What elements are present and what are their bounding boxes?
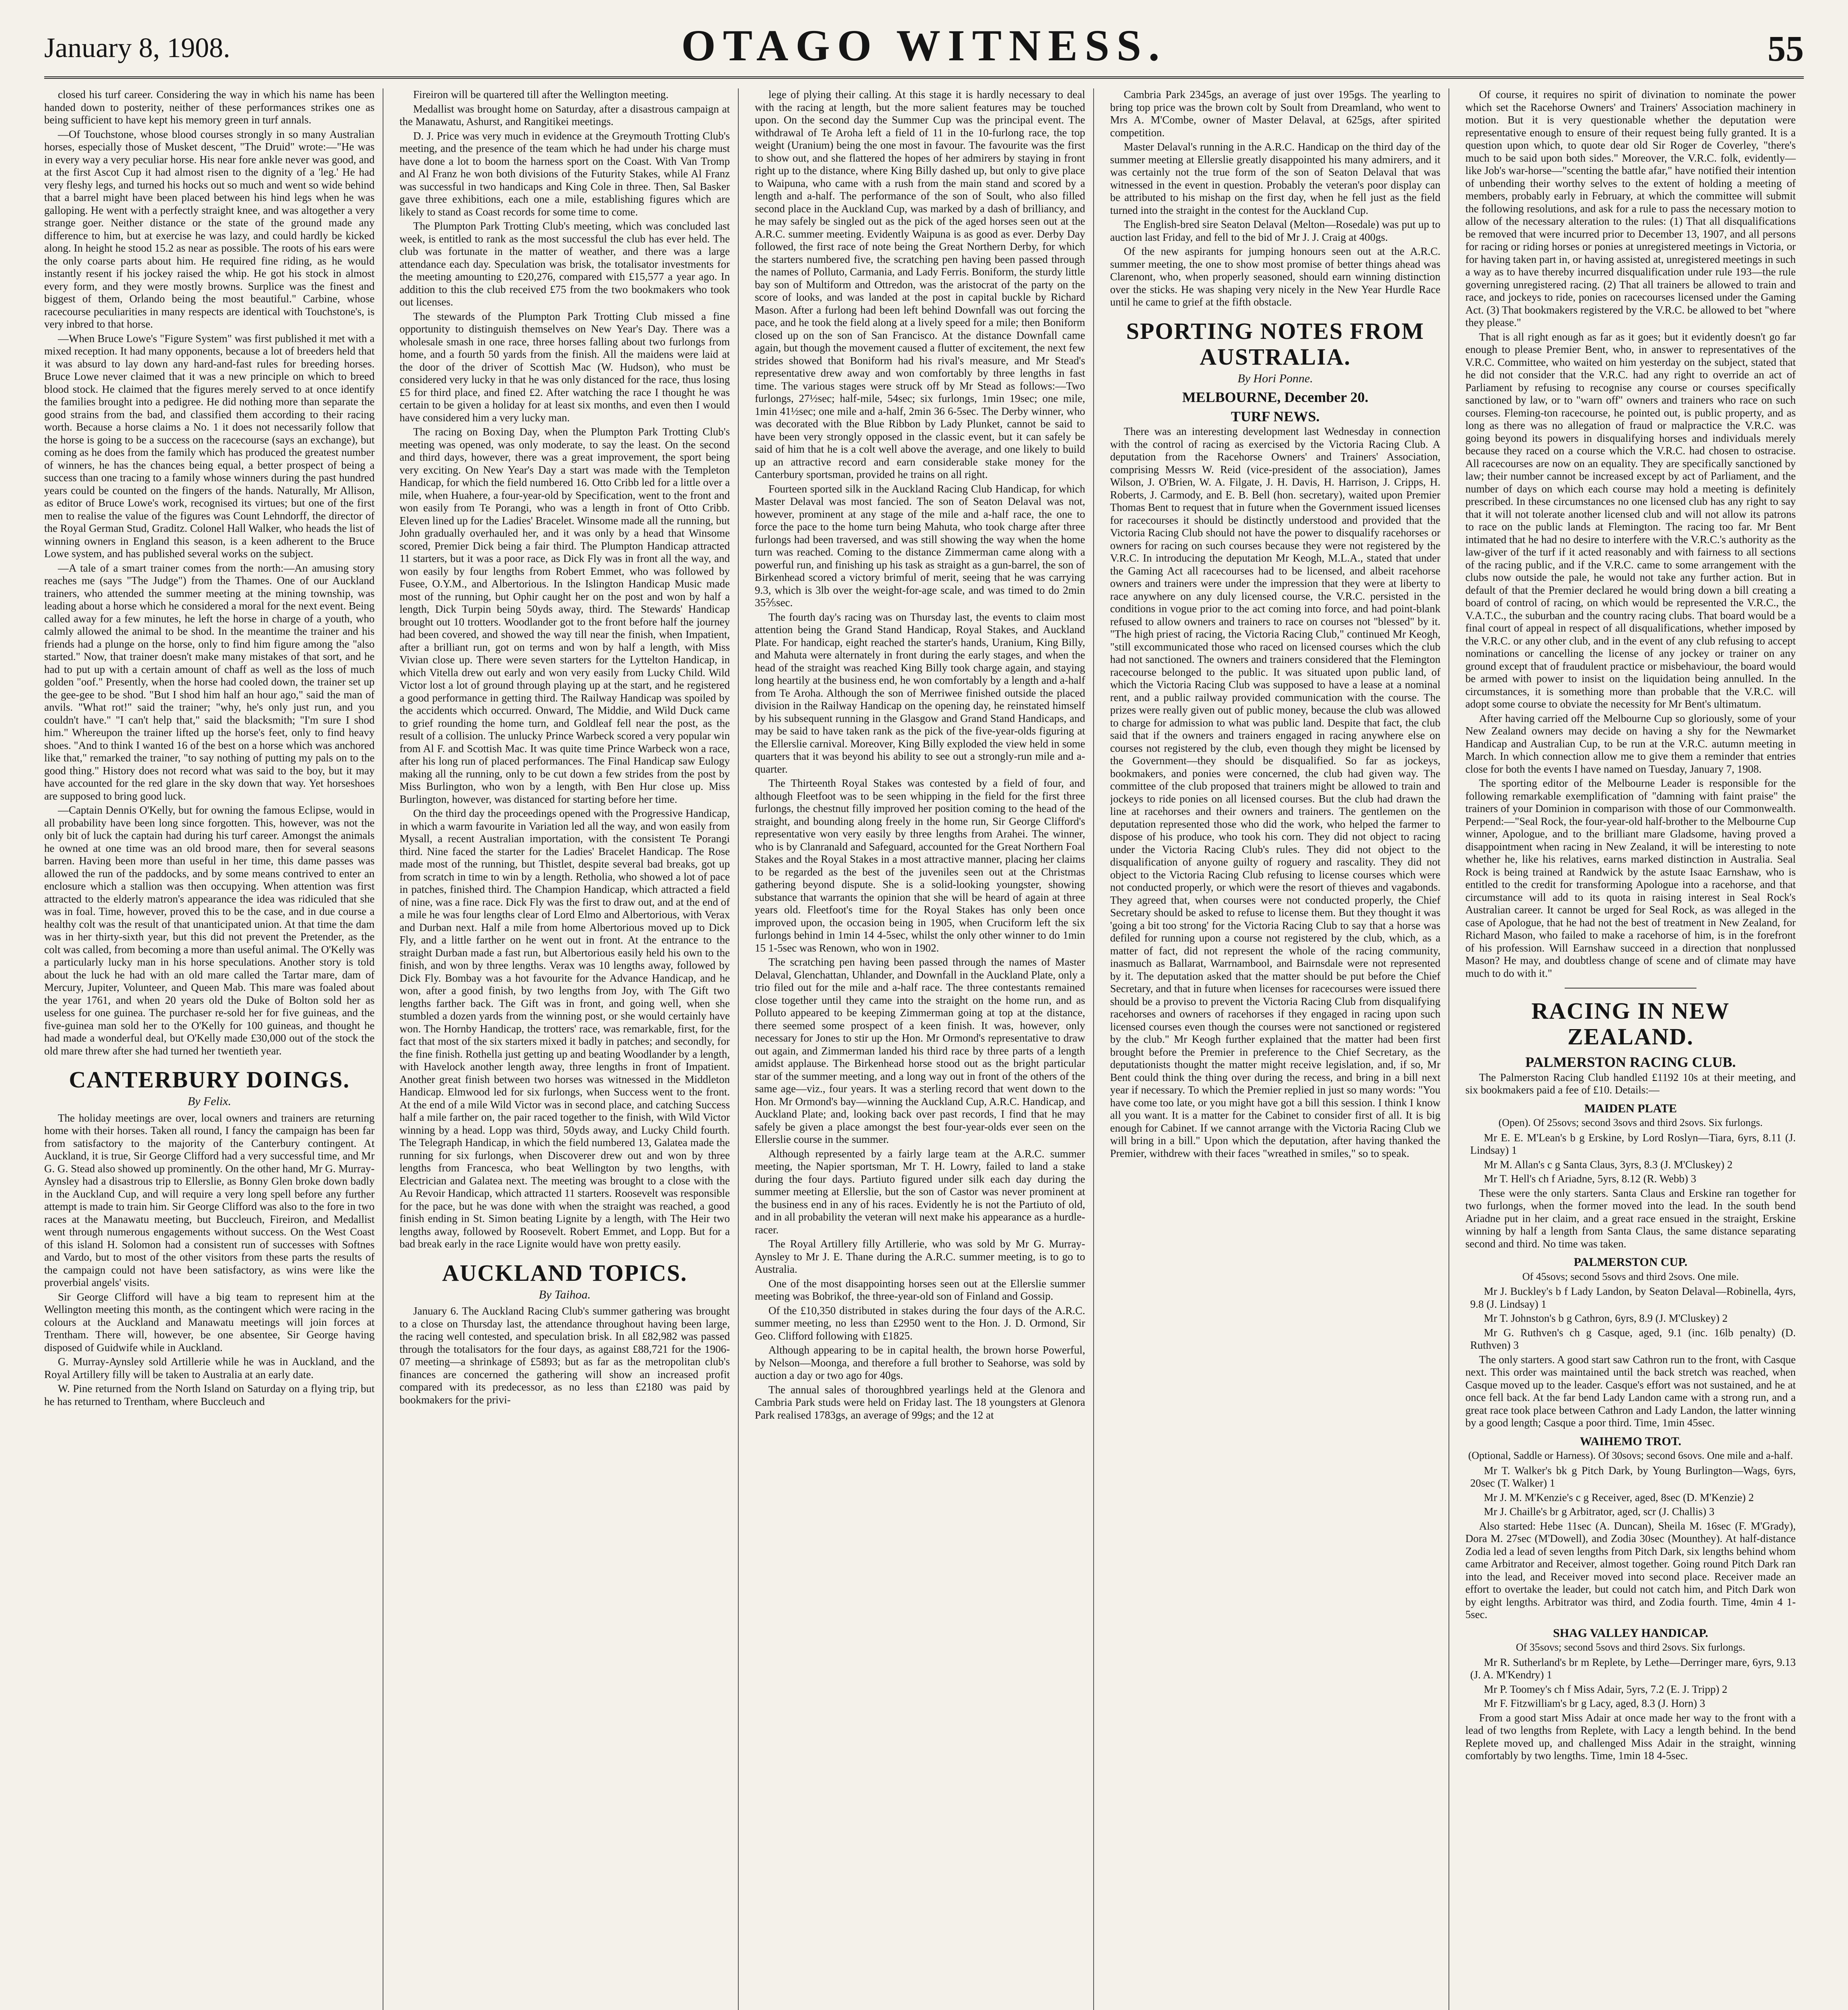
race-result: Mr T. Hell's ch f Ariadne, 5yrs, 8.12 (R. Webb) 3: [1484, 1173, 1696, 1185]
race-title: SHAG VALLEY HANDICAP.: [1553, 1626, 1708, 1640]
article-paragraph: One of the most disappointing horses seen out at the Ellerslie summer meeting was Bobrikof, the three-year-old son of Finland and Gossip.: [755, 1277, 1085, 1302]
race-report: Also started: Hebe 11sec (A. Duncan), Sheila M. 16sec (F. M'Grady), Dora M. 27sec (M'Dowell), and Zodia 30sec (Mounthey). At half-distance Zodia led a lead of seven lengths from Pitch Dark, six lengths behind whom came Arbitrator and Receiver, almost together. Going round Pitch Dark ran into the lead, and Receiver moved into second place. Receiver made an effort to overtake the leader, but could not catch him, and Pitch Dark won by eight lengths. Arbitrator was third, and Zodia fourth. Time, 4min 4 1-5sec.: [1465, 1520, 1796, 1620]
column-3: [755, 88, 1094, 2010]
article-paragraph: On the third day the proceedings opened with the Progressive Handicap, in which a warm favourite in Variation led all the way, and won easily from Mysall, a recent Australian importation, with the consistent Te Porangi third. Nine faced the starter for the Ladies' Bracelet Handicap. The Rose made most of the running, but Thistlet, despite several bad breaks, got up from scratch in time to win by a length. Retholia, who showed a lot of pace in patches, finished third. The Champion Handicap, which attracted a field of nine, was a fine race. Dick Fly was the first to draw out, and at the end of a mile he was four lengths clear of Lord Elmo and Albertorious, with Verax and Durban next. Half a mile from home Albertorious moved up to Dick Fly, and a little farther on he went out in front. At the entrance to the straight Durban made a fast run, but Albertorious easily held his own to the finish, and won by three lengths. Verax was 10 lengths away, followed by Dick Fly. Bombay was a hot favourite for the Advance Handicap, and he won, after a good finish, by two lengths from Joy, with The Gift two lengths farther back. The Gift was in front, and going well, when she stumbled a dozen yards from the winning post, or she would certainly have won. The Hornby Handicap, the trotters' race, was remarkable, first, for the fact that most of the six starters mixed it badly in patches; and secondly, for the fine finish. Rothella just getting up and beating Woodlander by a length, with Havelock another length away, three lengths in front of Impatient. Another great finish between two horses was witnessed in the Middleton Handicap. Elmwood led for six furlongs, when Success went to the front. At the end of a mile Wild Victor was in second place, and catching Success half a mile farther on, the pair raced together to the finish, with Wild Victor winning by a head. Lopp was third, 50yds away, and Lucky Child fourth. The Telegraph Handicap, in which the field numbered 13, Galatea made the running for six furlongs, when Discoverer drew out and won by three lengths from Francesca, who beat Wellington by two lengths, with Electrician and Galatea next. The meeting was brought to a close with the Au Revoir Handicap, which attracted 11 starters. Roosevelt was responsible for the pace, but he was done with when the straight was reached, a good finish ending in St. Simon beating Lignite by a length, with The Heir two lengths away, followed by Roosevelt. Robert Emmet, and Lopp. But for a bad break early in the race Lignite would have won pretty easily.: [400, 807, 730, 1250]
race-conditions: Of 45sovs; second 5sovs and third 2sovs. One mile.: [1522, 1270, 1739, 1282]
race-result: Mr M. Allan's c g Santa Claus, 3yrs, 8.3 (J. M'Cluskey) 2: [1484, 1158, 1733, 1171]
race-result: Mr J. M. M'Kenzie's c g Receiver, aged, 8sec (D. M'Kenzie) 2: [1484, 1491, 1754, 1503]
column-1: [44, 88, 383, 2010]
race-report: From a good start Miss Adair at once made her way to the front with a lead of two lengths from Replete, with Lacy a length behind. In the bend Replete moved up, and challenged Miss Adair in the straight, winning comfortably by two lengths. Time, 1min 18 4-5sec.: [1465, 1711, 1796, 1762]
byline: By Hori Ponne.: [1237, 371, 1313, 385]
dateline: MELBOURNE, December 20.: [1182, 389, 1369, 405]
race-title: PALMERSTON CUP.: [1573, 1255, 1688, 1269]
headline-canterbury-doings: CANTERBURY DOINGS.: [69, 1067, 350, 1093]
article-paragraph: W. Pine returned from the North Island on Saturday on a flying trip, but he has returned to Trentham, where Buccleuch and: [44, 1382, 375, 1407]
article-paragraph: The Royal Artillery filly Artillerie, who was sold by Mr G. Murray-Aynsley to Mr J. E. Thane during the A.R.C. summer meeting, is to go to Australia.: [755, 1238, 1085, 1275]
article-paragraph: Of the new aspirants for jumping honours seen out at the A.R.C. summer meeting, the one to show most promise of better things ahead was Clarenont, who, when properly seasoned, should earn winning distinction over the sticks. He was shaping very nicely in the New Year Hurdle Race until he came to grief at the fifth obstacle.: [1110, 245, 1440, 308]
article-paragraph: Of course, it requires no spirit of divination to nominate the power which set the Racehorse Owners' and Trainers' Association machinery in motion. But it is very questionable whether the deputation were representative enough to ensure of their request being fully granted. It is a question upon which, to quote dear old Sir Roger de Coverley, "there's much to be said upon both sides." Moreover, the V.R.C. folk, evidently—like Job's war-horse—"scenting the battle afar," have notified their intention of unbending their worthy selves to the extent of holding a meeting of members, probably early in February, at which the committee will submit the following resolutions, and ask for a rule to pass the necessary motion to allow of the necessary alteration to the rules: (1) That all disqualifications be removed that were incurred prior to December 13, 1907, and all persons for racing or riding horses or ponies at unregistered meetings in Victoria, or for having taken part in, or having assisted at, unregistered meetings in such a way as to have thereby incurred disqualification under rule 193—the rule governing unregistered racing. (2) That all trainers be allowed to train and race, and jockeys to ride, ponies on racecourses licensed under the Gaming Act. (3) That bookmakers registered by the V.R.C. be allowed to bet "where they please.": [1465, 88, 1796, 328]
article-paragraph: lege of plying their calling. At this stage it is hardly necessary to deal with the racing at length, but the more salient features may be touched upon. On the second day the Summer Cup was the principal event. The withdrawal of Te Aroha left a field of 11 in the 10-furlong race, the top weight (Uranium) being the one most in favour. The favourite was the first to show out, and she flattered the hopes of her admirers by staying in front right up to the distance, where King Billy dashed up, but only to give place to Waipuna, who came with a rush from the main stand and scored by a length and a-half. The performance of the son of Soult, who also filled second place in the Auckland Cup, was marked by a dash of brilliancy, and he may safely be singled out as the pick of the aged horses seen out at the A.R.C. summer meeting. Evidently Waipuna is as good as ever. Derby Day followed, the first race of note being the Great Northern Derby, for which the starters numbered five, the scratching pen having been passed through the names of Polluto, Carmania, and Lady Ferris. Boniform, the sturdy little bay son of Multiform and Ottredon, was the aristocrat of the party on the score of looks, and was landed at the post in capital buckle by Richard Mason. After a furlong had been left behind Downfall was out forcing the pace, and he took the field along at a lively speed for a mile; then Boniform closed up on the son of San Francisco. At the distance Downfall came again, but though the movement caused a flutter of excitement, the next few strides showed that Boniform had his rival's measure, and Mr Stead's representative drew away and won comfortably by three lengths in fast time. The various stages were struck off by Mr Stead as follows:—Two furlongs, 27½sec; half-mile, 54sec; six furlongs, 1min 19sec; one mile, 1min 41½sec; one mile and a-half, 2min 36 6-5sec. The Derby winner, who was decorated with the Blue Ribbon by Lady Plunket, cannot be said to have been very strongly opposed in the classic event, but it can safely be said of him that he is a colt well above the average, and one likely to build up an attractive record and earn considerable stake money for the Canterbury sportsman, provided he trains on all right.: [755, 88, 1085, 480]
columns: [44, 88, 1804, 2010]
article-paragraph: Cambria Park 2345gs, an average of just over 195gs. The yearling to bring top price was the brown colt by Soult from Dreamland, who went to Mrs A. M'Combe, owner of Master Delaval, at 625gs, after spirited competition.: [1110, 88, 1440, 139]
page-number: 55: [1768, 29, 1804, 69]
divider: [1565, 988, 1697, 989]
article-paragraph: —When Bruce Lowe's "Figure System" was first published it met with a mixed reception. It had many opponents, because a lot of breeders held that it was absurd to lay down any hard-and-fast rules for breeding horses. Bruce Lowe never claimed that it was a new principle on which to breed blood stock. He claimed that the figures merely served to at once identify the families brought into a pedigree. He did nothing more than separate the good strains from the bad, and classified them according to their racing worth. Because a horse claims a No. 1 it does not necessarily follow that the horse is going to be a success on the racecourse (says an exchange), but coming as he does from the family which has produced the greatest number of winners, he has the chances being equal, a better prospect of being a success than one tracing to a family whose winners during the past hundred years could be counted on the fingers of the hands. Naturally, Mr Allison, as editor of Bruce Lowe's work, recognised its virtues; but one of the first men to realise the value of the figures was Count Lehndorff, the director of the Royal German Stud, Graditz. Colonel Hall Walker, who heads the list of winning owners in England this season, is a keen adherent to the Bruce Lowe system, and has published several works on the subject.: [44, 332, 375, 560]
article-paragraph: The stewards of the Plumpton Park Trotting Club missed a fine opportunity to distinguish themselves on New Year's Day. There was a wholesale smash in one race, three horses falling about two furlongs from home, and a fourth 50 yards from the finish. All the maidens were laid at the door of the driver of Scottish Mac (W. Hudson), who must be considered very lucky in that he was only distanced for the race, thus losing £5 for third place, and fined £2. After watching the race I thought he was certain to be given a holiday for at least six months, and even then I would have considered him a very lucky man.: [400, 310, 730, 424]
article-paragraph: Fireiron will be quartered till after the Wellington meeting.: [413, 88, 669, 100]
byline: By Felix.: [187, 1095, 232, 1108]
article-paragraph: Although represented by a fairly large team at the A.R.C. summer meeting, the Napier sportsman, Mr T. H. Lowry, failed to land a stake during the four days. Partiuto figured under silk each day during the summer meeting at Ellerslie, but the son of Castor was never prominent at the business end in any of his races. Evidently he is not the Partiuto of old, and in all probability the veteran will next make his appearance as a hurdle-racer.: [755, 1147, 1085, 1236]
race-conditions: (Open). Of 25sovs; second 3sovs and third 2sovs. Six furlongs.: [1498, 1117, 1763, 1128]
newspaper-title: OTAGO WITNESS.: [681, 21, 1167, 70]
byline: By Taihoa.: [539, 1288, 591, 1301]
article-paragraph: D. J. Price was very much in evidence at the Greymouth Trotting Club's meeting, and the presence of the team which he had under his charge must have done a lot to boom the harness sport on the Coast. With Van Tromp and Al Franz he won both divisions of the Futurity Stakes, while Al Franz was successful in two handicaps and King Cole in three. Then, Sal Basker gave three exhibitions, each one a mile, establishing figures which are likely to stand as Coast records for some time to come.: [400, 129, 730, 218]
article-paragraph: The fourth day's racing was on Thursday last, the events to claim most attention being the Grand Stand Handicap, Royal Stakes, and Auckland Plate. For handicap, eight reached the starter's hands, Uranium, King Billy, and Mahuta were alternately in front during the early stages, and when the head of the straight was reached King Billy took charge again, and staying long heartily at the business end, he won comfortably by a length and a-half from Te Aroha. Although the son of Merriwee finished outside the placed division in the Railway Handicap on the opening day, he reinstated himself by his subsequent running in the Glasgow and Grand Stand Handicaps, and may be said to have taken rank as the pick of the five-year-olds figuring at the Ellerslie carnival. Moreover, King Billy exploded the view held in some quarters that it was beyond his ability to see out a strongly-run mile and a-quarter.: [755, 611, 1085, 775]
race-conditions: Of 35sovs; second 5sovs and third 2sovs. Six furlongs.: [1516, 1641, 1746, 1653]
race-title: WAIHEMO TROT.: [1580, 1434, 1682, 1448]
section-subhead: TURF NEWS.: [1231, 408, 1320, 425]
article-paragraph: closed his turf career. Considering the way in which his name has been handed down to posterity, neither of these performances strikes one as being sufficient to have kept his memory green in turf annals.: [44, 88, 375, 126]
race-report: These were the only starters. Santa Claus and Erskine ran together for two furlongs, when the former moved into the lead. In the south bend Ariadne put in her claim, and a great race ensued in the straight, Erskine winning by half a length from Santa Claus, the same distance separating second and third. No time was taken.: [1465, 1187, 1796, 1250]
race-result: Mr J. Chaille's br g Arbitrator, aged, scr (J. Challis) 3: [1484, 1505, 1715, 1518]
column-5: [1465, 88, 1804, 2010]
article-paragraph: That is all right enough as far as it goes; but it evidently doesn't go far enough to please Premier Bent, who, in answer to representatives of the V.R.C. Committee, who waited on him yesterday on the subject, stated that he did not consider that the V.R.C. had any right to override an act of Parliament by refusing to recognise any course or courses specifically sanctioned by law, or to "warn off" owners and trainers who race on such courses. Fleming-ton racecourse, he pointed out, is public property, and as long as there was no allegation of fraud or malpractice the V.R.C. was going beyond its powers in disqualifying horses and individuals merely because they raced on a course which the V.R.C. had chosen to ostracise. All racecourses are now on an equality. They are specifically sanctioned by law; their number cannot be increased except by act of Parliament, and the number of days on which each course may hold a meeting is definitely prescribed. In these circumstances no one licensed club has any right to say that it will not tolerate another licensed club and will not allow its patrons to race on the public lands at Flemington. The racing too far. Mr Bent intimated that he had no desire to interfere with the V.R.C.'s authority as the law-giver of the turf if it acted reasonably and with fairness to all sections of the racing public, and if the V.R.C. came to some arrangement with the clubs now outside the pale, he would not take any further action. But in default of that the Premier declared he would bring down a bill creating a board of control of racing, on which would be represented the V.R.C., the V.A.T.C., the suburban and the country racing clubs. That board would be a final court of appeal in respect of all disqualifications, whether imposed by the V.R.C. or any other club, and in the event of any club refusing to accept nominations or cancelling the license of any jockey or trainer on any ground except that of fraudulent practice or misbehaviour, the board would be armed with power to insist on the liquidation being annulled. In the circumstances, it is something more than probable that the V.R.C. will adopt some course to obviate the necessity for Mr Bent's ultimatum.: [1465, 330, 1796, 710]
article-paragraph: —Captain Dennis O'Kelly, but for owning the famous Eclipse, would in all probability have been long since forgotten. This, however, was not the only bit of luck the captain had during his turf career. Amongst the animals he owned at one time was an old brood mare, then for several seasons barren. Having been more than useful in her time, this dame passes was allowed the run of the paddocks, and by some means contrived to enter an enclosure which a stallion was then occupying. When attention was first attracted to the elderly matron's appearance the idea was ridiculed that she was in foal. Time, however, proved this to be the case, and in due course a healthy colt was the result of that unanticipated union. At that time the dam was in her thirty-sixth year, but this did not prevent the Pretender, as the colt was called, from becoming a more than useful animal. The O'Kelly was a particularly lucky man in his horse speculations. Another story is told about the luck he had with an old mare called the Tartar mare, dam of Mercury, Jupiter, Volunteer, and Queen Mab. This mare was foaled about the year 1761, and when 20 years old the Duke of Bolton sold her as useless for one guinea. The purchaser re-sold her for five guineas, and the five-guinea man sold her to the O'Kelly for 100 guineas, and thought he had made a wonderful deal, but O'Kelly made £30,000 out of the stock the old mare threw after she had turned her twentieth year.: [44, 804, 375, 1057]
article-paragraph: The Plumpton Park Trotting Club's meeting, which was concluded last week, is entitled to rank as the most successful the club has ever held. The club was fortunate in the matter of weather, and there was a large attendance each day. Speculation was brisk, the totalisator investments for the meeting amounting to £20,276, compared with £15,577 a year ago. In addition to this the club received £75 from the two bookmakers who took out licenses.: [400, 220, 730, 308]
race-title: MAIDEN PLATE: [1584, 1101, 1677, 1115]
article-paragraph: G. Murray-Aynsley sold Artillerie while he was in Auckland, and the Royal Artillery filly will be taken to Australia at an early date.: [44, 1356, 375, 1380]
article-paragraph: The racing on Boxing Day, when the Plumpton Park Trotting Club's meeting was opened, was only moderate, to say the least. On the second and third days, however, there was a great improvement, the sport being very exciting. On New Year's Day a start was made with the Templeton Handicap, for which the field numbered 16. Otto Cribb led for a little over a mile, when Huahere, a four-year-old by Specification, went to the front and won easily from Te Porangi, who was a length in front of Otto Cribb. Eleven lined up for the Ladies' Bracelet. Winsome made all the running, but John gradually overhauled her, and it was only by a head that Winsome scored, Premier Dick being a fair third. The Plumpton Handicap attracted 11 starters, but it was a poor race, as Dick Fly was in front all the way, and won easily by four lengths from Robert Emmet, who was followed by Fusee, O.Y.M., and Albertorious. In the Islington Handicap Music made most of the running, but Ophir caught her on the post and won by half a length, Dick Turpin being 50yds away, third. The Stewards' Handicap brought out 10 trotters. Woodlander got to the front before half the journey had been covered, and showed the way till near the finish, when Impatient, after a brilliant run, got on terms and won by half a length, with Miss Vivian close up. There were seven starters for the Lyttelton Handicap, in which Vitella drew out early and won very easily from Lucky Child. Wild Victor lost a lot of ground through playing up at the start, and he registered a good performance in getting third. The Railway Handicap was spoiled by the accidents which occurred. Onward, The Middie, and Wild Duck came to grief rounding the home turn, and Goldleaf fell near the post, as the result of a collision. The unlucky Prince Warbeck scored a very popular win from Al F. and Scottish Mac. It was quite time Prince Warbeck won a race, after his long run of placed performances. The Final Handicap saw Eulogy making all the running, only to be cut down a few strides from the post by Miss Burlington, who won by a length, with Ben Hur close up. Miss Burlington, however, was distanced for starting before her time.: [400, 426, 730, 805]
article-paragraph: The scratching pen having been passed through the names of Master Delaval, Glenchattan, Uhlander, and Downfall in the Auckland Plate, only a trio filed out for the mile and a-half race. The three contestants remained close together until they came into the straight on the home run, and as Polluto appeared to be keeping Zimmerman going at top at the distance, there seemed some prospect of a keen finish. It was, however, only necessary for Jones to stir up the Hon. Mr Ormond's representative to draw out again, and Zimmerman landed his third race by three parts of a length amidst applause. The Birkenhead horse stood out as the bright particular star of the summer meeting, and a long way out in front of the others of the same age—viz., four years. It was a sterling record that went down to the Hon. Mr Ormond's bay—winning the Auckland Cup, A.R.C. Handicap, and Auckland Plate; and, looking back over past records, I find that he may safely be given a place amongst the best four-year-olds ever seen on the Ellerslie course in the summer.: [755, 956, 1085, 1145]
race-result: Mr P. Toomey's ch f Miss Adair, 5yrs, 7.2 (E. J. Tripp) 2: [1484, 1683, 1727, 1695]
headline-auckland-topics: AUCKLAND TOPICS.: [442, 1259, 687, 1286]
column-2: [400, 88, 739, 2010]
column-4: [1110, 88, 1449, 2010]
article-paragraph: The Thirteenth Royal Stakes was contested by a field of four, and although Fleetfoot was to be seen whipping in the field for the first three furlongs, the chestnut filly improved her position coming to the head of the straight, and bounding along freely in the home run, Sir George Clifford's representative won very easily by three lengths from Arahei. The winner, who is by Clanranald and Safeguard, accounted for the Great Northern Foal Stakes and the Royal Stakes in a most attractive manner, placing her claims to be regarded as the best of the juveniles seen out at the Christmas gathering beyond dispute. She is a solid-looking youngster, showing substance that warrants the opinion that she will be heard of again at three years old. Fleetfoot's time for the Royal Stakes has only been once improved upon, the occasion being in 1905, when Cruciform left the six furlongs behind in 1min 14 4-5sec, whilst the only other winner to do 1min 15 1-5sec was Renown, who won in 1902.: [755, 777, 1085, 954]
article-paragraph: The annual sales of thoroughbred yearlings held at the Glenora and Cambria Park studs were held on Friday last. The 18 youngsters at Glenora Park realised 1783gs, an average of 99gs; and the 12 at: [755, 1383, 1085, 1421]
race-conditions: (Optional, Saddle or Harness). Of 30sovs; second 6sovs. One mile and a-half.: [1468, 1450, 1793, 1461]
race-result: Mr T. Walker's bk g Pitch Dark, by Young Burlington—Wags, 6yrs, 20sec (T. Walker) 1: [1470, 1464, 1796, 1489]
article-paragraph: Although appearing to be in capital health, the brown horse Powerful, by Nelson—Moonga, and therefore a full brother to Seahorse, was sold by auction a day or two ago for 40gs.: [755, 1344, 1085, 1381]
article-paragraph: Master Delaval's running in the A.R.C. Handicap on the third day of the summer meeting at Ellerslie greatly disappointed his many admirers, and it was certainly not the true form of the son of Seaton Delaval that was witnessed in the event in question. Probably the veteran's poor display can be attributed to his mishap on the first day, when he fell just as the field turned into the straight in the contest for the Auckland Cup.: [1110, 141, 1440, 216]
article-paragraph: The holiday meetings are over, local owners and trainers are returning home with their horses. Taken all round, I fancy the campaign has been far from satisfactory to the majority of the Canterbury contingent. At Auckland, it is true, Sir George Clifford had a very successful time, and Mr G. G. Stead also showed up prominently. On the other hand, Mr G. Murray-Aynsley had a disastrous trip to Ellerslie, as Bonny Glen broke down badly in the Auckland Cup, and will require a very long spell before any further attempt is made to train him. Sir George Clifford was also to the fore in two races at the Manawatu meeting, but Buccleuch, Fireiron, and Medallist went through numerous engagements without success. On the West Coast of this island H. Solomon had a consistent run of successes with Softnes and Vardo, but to most of the other visitors from these parts the results of the campaign could not have been satisfactory, as wins were like the proverbial angels' visits.: [44, 1112, 375, 1288]
headline-palmerston-racing-club: PALMERSTON RACING CLUB.: [1525, 1054, 1736, 1070]
article-paragraph: After having carried off the Melbourne Cup so gloriously, some of your New Zealand owners may decide on having a shy for the Newmarket Handicap and Australian Cup, to be run at the V.R.C. autumn meeting in March. In which connection allow me to give them a reminder that entries close for both the events I have named on Tuesday, January 7, 1908.: [1465, 712, 1796, 775]
headline-racing-in-new-zealand: RACING IN NEW ZEALAND.: [1531, 998, 1730, 1050]
race-report: The only starters. A good start saw Cathron run to the front, with Casque next. This order was maintained until the back stretch was reached, when Casque moved up to the leader. Casque's effort was not sustained, and he at once fell back. At the far bend Lady Landon came with a strong run, and a great race took place between Cathron and Lady Landon, the latter winning by a good length; Casque a poor third. Time, 1min 45sec.: [1465, 1353, 1796, 1429]
article-paragraph: The sporting editor of the Melbourne Leader is responsible for the following remarkable exemplification of "damning with faint praise" the trainers of your Dominion in comparison with those of our Commonwealth. Perpend:—"Seal Rock, the four-year-old half-brother to the Melbourne Cup winner, Apologue, and to the brilliant mare Gladsome, having proved a disappointment when racing in New Zealand, it will be interesting to note whether he, like his relatives, earns marked distinction in Australia. Seal Rock is being trained at Randwick by the astute Isaac Earnshaw, who is entitled to the credit for transforming Apologue into a racehorse, and that circumstance will add to its quota in raising interest in Seal Rock's Australian career. It cannot be urged for Seal Rock, as was alleged in the case of Apologue, that he had not the best of treatment in New Zealand, for Richard Mason, who failed to make a racehorse of him, is in the forefront of his profession. Will Earnshaw succeed in a direction that nonplussed Mason? He may, and doubtless change of scene and of climate may have much to do with it.": [1465, 777, 1796, 979]
article-paragraph: Of the £10,350 distributed in stakes during the four days of the A.R.C. summer meeting, no less than £2950 went to the Hon. J. D. Ormond, Sir Geo. Clifford following with £1825.: [755, 1304, 1085, 1342]
article-paragraph: —Of Touchstone, whose blood courses strongly in so many Australian horses, especially those of Musket descent, "The Druid" wrote:—"He was in every way a very peculiar horse. His near fore ankle never was good, and at the first Ascot Cup it had almost risen to the dignity of a 'leg.' He had very fleshy legs, and turned his hocks out so much and went so wide behind that a barrel might have been placed between his hind legs when he was galloping. He went with a perfectly straight knee, and was altogether a very strange goer. Neither distance or the state of the ground made any difference to him, but at exercise he was lazy, and could hardly be kicked along. In height he stood 15.2 as near as possible. The roots of his ears were the only coarse parts about him. He required fine riding, as he would instantly resent if his jockey raised the whip. He got his stock in almost every form, and they were mostly browns. Surplice was the finest and biggest of them, Orlando being the most beautiful." Carbine, whose racecourse peculiarities in many respects are identical with Touchstone's, is very inbred to that horse.: [44, 128, 375, 330]
article-paragraph: There was an interesting development last Wednesday in connection with the control of racing as exercised by the Victoria Racing Club. A deputation from the Racehorse Owners' and Trainers' Association, comprising Messrs W. Reid (vice-president of the association), James Wilson, J. O'Brien, W. A. Filgate, J. H. Davis, H. Harrison, J. Cripps, H. Roberts, J. Carmody, and E. B. Bell (hon. secretary), waited upon Premier Thomas Bent to request that in future when the Government issued licenses for racecourses it should be distinctly understood and provided that the Victoria Racing Club should not have the power to disqualify racehorses or owners for racing on such courses because they were not registered by the V.R.C. In introducing the deputation Mr Keogh, M.L.A., stated that under the Gaming Act all racecourses had to be licensed, and albeit racehorse owners and trainers were under the impression that they were at liberty to race anywhere on any duly licensed course, the V.R.C. persisted in the conditions in vogue prior to the act coming into force, and had point-blank refused to allow owners and trainers to race on courses not "blessed" by it. "The high priest of racing, the Victoria Racing Club," continued Mr Keogh, "still excommunicated those who raced on licensed courses which the club had not sanctioned. The owners and trainers considered that the Flemington racecourse belonged to the public. It was situated upon public land, of which the Victoria Racing Club was supposed to have a lease at a nominal rent, and a public railway provided communication with the course. The prizes were really given out of public money, because the club was allowed to charge for admission to what was public land. Despite that fact, the club said that if the owners and trainers engaged in racing anywhere else on courses not registered by the club, even though they might be licensed by the Government—they should be disqualified. So far as jockeys, bookmakers, and ponies were concerned, the club had given way. The committee of the club proposed that trainers might be allowed to train and jockeys to ride ponies on all licensed courses. But the club had drawn the line at racehorses and their owners and trainers. The gentlemen on the deputation represented those who did the work, who helped the farmer to dispose of his produce, who took his corn. They did not object to racing under the Victoria Racing Club's rules. They did not object to the disqualification of anyone guilty of roguery and rascality. They did not object to the Victoria Racing Club refusing to license courses which were not conducted properly, or which were the resort of thieves and vagabonds. They agreed that, when courses were not conducted properly, the Chief Secretary should be asked to refuse to license them. But they thought it was 'going a bit too strong' for the Victoria Racing Club to say that a horse was defiled for running upon a course not registered by the club, which, as a matter of fact, did not represent the whole of the racing community, inasmuch as Ballarat, Warrnambool, and Bairnsdale were not represented by it. The deputation asked that the matter should be put before the Chief Secretary, and that in future when licenses for racecourses were issued there should be a proviso to prevent the Victoria Racing Club from disqualifying racehorses and owners of racehorses if they engaged in racing upon such licensed courses even though the courses were not sanctioned or registered by the club." Mr Keogh further explained that the matter had been first brought before the Premier in preference to the Chief Secretary, as the deputationists thought the matter might receive legislation, and, if so, Mr Bent could think the thing over during the recess, and bring in a bill next year if necessary. To which the Premier replied in just so many words: "You have come too late, or you might have got a bill this session. I think I know all you want. It is a matter for the Cabinet to consider first of all. It is big enough for Cabinet. If we cannot arrange with the Victoria Racing Club we will bring in a bill." Upon which the deputation, after having thanked the Premier, withdrew with their faces "wreathed in smiles," so to speak.: [1110, 425, 1440, 1159]
issue-date: January 8, 1908.: [44, 33, 230, 64]
article-paragraph: January 6. The Auckland Racing Club's summer gathering was brought to a close on Thursday last, the attendance throughout having been large, the racing well contested, and speculation brisk. In all £82,982 was passed through the totalisators for the four days, as against £88,721 for the 1906-07 meeting—a shrinkage of £5893; but as far as the metropolitan club's finances are concerned the gathering will show an increased profit compared with its predecessor, as no less than £2180 was paid by bookmakers for the privi-: [400, 1305, 730, 1406]
article-paragraph: Fourteen sported silk in the Auckland Racing Club Handicap, for which Master Delaval was most fancied. The son of Seaton Delaval was not, however, prominent at any stage of the mile and a-half race, the one to force the pace to the home turn being Mahuta, who took charge after three furlongs had been traversed, and was still showing the way when the home turn was reached. Coming to the distance Zimmerman came along with a powerful run, and finishing up his task as straight as a gun-barrel, the son of Birkenhead scored a victory brimful of merit, seeing that he was carrying 9.3, which is 3lb over the weight-for-age scale, and was timed to do 2min 35⅖sec.: [755, 482, 1085, 609]
race-result: Mr J. Buckley's b f Lady Landon, by Seaton Delaval—Robinella, 4yrs, 9.8 (J. Lindsay) 1: [1470, 1285, 1796, 1310]
article-paragraph: —A tale of a smart trainer comes from the north:—An amusing story reaches me (says "The Judge") from the Thames. One of our Auckland trainers, who attended the summer meeting at the mining township, was leading about a horse which he considered a moral for the next event. Being called away for a few minutes, he left the horse in charge of a youth, who calmly allowed the animal to be shod. In the meantime the trainer and his friends had a plunge on the horse, only to find him figure among the "also started." Now, that trainer doesn't make many mistakes of that sort, and he had to put up with a certain amount of chaff as well as the loss of much golden "oof." Presently, when the horse had cooled down, the trainer set up the gee-gee to be shod. "But I shod him half an hour ago," said the man of anvils. "What rot!" said the trainer; "why, he's only just run, and you couldn't have." "I can't help that," said the blacksmith; "I'm sure I shod him." Whereupon the trainer lifted up the horse's feet, only to find heavy shoes. "And to think I wanted 16 of the best on a horse which was anchored like that," remarked the trainer, "to say nothing of putting my pals on to the good thing." History does not record what was said to the boy, but it may have accounted for the red glare in the sky down that way. Yet horseshoes are supposed to bring good luck.: [44, 562, 375, 802]
race-result: Mr R. Sutherland's br m Replete, by Lethe—Derringer mare, 6yrs, 9.13 (J. A. M'Kendry) 1: [1470, 1656, 1796, 1681]
race-result: Mr E. E. M'Lean's b g Erskine, by Lord Roslyn—Tiara, 6yrs, 8.11 (J. Lindsay) 1: [1470, 1131, 1796, 1156]
race-result: Mr T. Johnston's b g Cathron, 6yrs, 8.9 (J. M'Cluskey) 2: [1484, 1312, 1728, 1324]
race-result: Mr G. Ruthven's ch g Casque, aged, 9.1 (inc. 16lb penalty) (D. Ruthven) 3: [1470, 1326, 1796, 1351]
article-paragraph: Medallist was brought home on Saturday, after a disastrous campaign at the Manawatu, Ashurst, and Rangitikei meetings.: [400, 103, 730, 127]
masthead: [44, 16, 1804, 79]
headline-sporting-notes-australia: SPORTING NOTES FROM AUSTRALIA.: [1126, 318, 1424, 370]
article-paragraph: The Palmerston Racing Club handled £1192 10s at their meeting, and six bookmakers paid a fee of £10. Details:—: [1465, 1071, 1796, 1096]
article-paragraph: Sir George Clifford will have a big team to represent him at the Wellington meeting this month, as the contingent which were racing in the colours at the Auckland and Manawatu meetings will join forces at Trentham. There will, however, be one absentee, Sir George having disposed of Guidwife while in Auckland.: [44, 1290, 375, 1354]
article-paragraph: The English-bred sire Seaton Delaval (Melton—Rosedale) was put up to auction last Friday, and fell to the bid of Mr J. J. Craig at 400gs.: [1110, 218, 1440, 243]
race-result: Mr F. Fitzwilliam's br g Lacy, aged, 8.3 (J. Horn) 3: [1484, 1697, 1705, 1709]
